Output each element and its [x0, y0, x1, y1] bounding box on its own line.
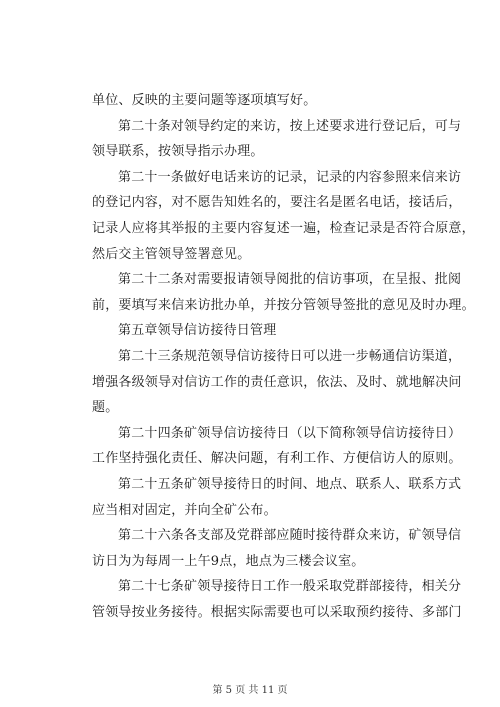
- text-line: 第二十五条矿领导接待日的时间、地点、联系人、联系方式: [118, 476, 462, 492]
- page-footer: 第 5 页 共 11 页: [212, 685, 288, 696]
- text-line: 记录人应将其举报的主要内容复述一遍，检查记录是否符合原意，: [92, 220, 475, 236]
- text-line: 增强各级领导对信访工作的责任意识，依法、及时、就地解决问: [92, 374, 462, 390]
- text-line: 第二十六条各支部及党群部应随时接待群众来访，矿领导信: [118, 528, 462, 544]
- text-line: 的登记内容，对不愿告知姓名的，要注名是匿名电话，接话后，: [92, 195, 462, 211]
- text-line: 工作坚持强化责任、解决问题，有利工作、方便信访人的原则。: [92, 451, 462, 467]
- text-line: 第二十一条做好电话来访的记录，记录的内容参照来信来访: [118, 169, 462, 185]
- text-line: 访日为为每周一上午9点，地点为三楼会议室。: [92, 553, 365, 569]
- text-line: 第二十二条对需要报请领导阅批的信访事项，在呈报、批阅: [118, 272, 462, 288]
- text-line: 单位、反映的主要问题等逐项填写好。: [92, 93, 317, 108]
- text-line: 第二十条对领导约定的来访，按上述要求进行登记后，可与: [118, 118, 462, 134]
- text-line: 然后交主管领导签署意见。: [92, 246, 251, 262]
- text-line: 第二十七条矿领导接待日工作一般采取党群部接待，相关分: [118, 579, 462, 595]
- text-line: 第五章领导信访接待日管理: [118, 323, 277, 339]
- document-body: [92, 88, 475, 625]
- text-line: 第二十四条矿领导信访接待日（以下简称领导信访接待日）: [118, 425, 462, 441]
- text-line: 第二十三条规范领导信访接待日可以进一步畅通信访渠道，: [118, 348, 462, 364]
- text-line: 题。: [92, 400, 119, 416]
- text-line: 领导联系，按领导指示办理。: [92, 144, 264, 160]
- text-line: 应当相对固定，并向全矿公布。: [92, 502, 277, 518]
- text-line: 前，要填写来信来访批办单，并按分管领导签批的意见及时办理。: [92, 297, 475, 313]
- text-line: 管领导按业务接待。根据实际需要也可以采取预约接待、多部门: [92, 604, 462, 620]
